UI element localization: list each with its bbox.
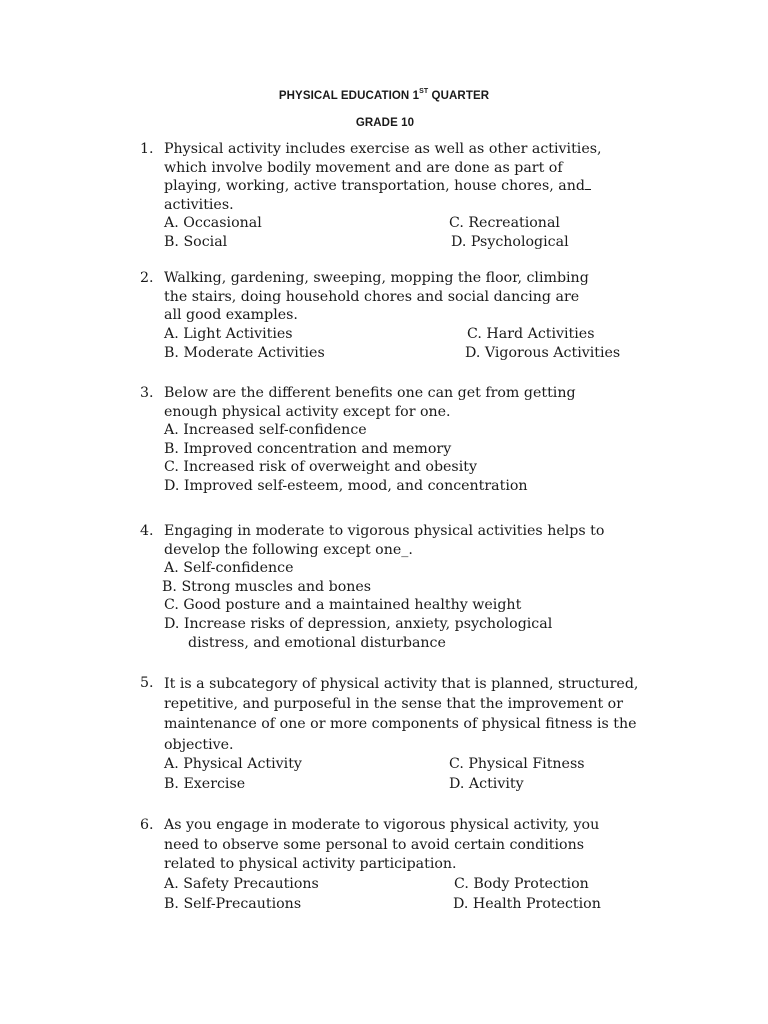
option-c: C. Good posture and a maintained healthy weight bbox=[164, 597, 522, 614]
option-c: C. Physical Fitness bbox=[449, 755, 585, 772]
option-d-continued: distress, and emotional disturbance bbox=[188, 634, 446, 651]
option-d: D. Improved self-esteem, mood, and concentration bbox=[164, 477, 528, 494]
options bbox=[164, 421, 670, 495]
question-number: 3. bbox=[140, 385, 154, 401]
options bbox=[164, 875, 670, 915]
option-a: A. Increased self-confidence bbox=[164, 422, 367, 439]
question-6 bbox=[140, 816, 670, 915]
title-superscript: ST bbox=[419, 88, 429, 95]
question-number: 6. bbox=[140, 817, 154, 833]
answer-blank bbox=[585, 177, 591, 190]
stem-line: As you engage in moderate to vigorous physical activity, you bbox=[164, 817, 600, 833]
question-stem bbox=[164, 674, 670, 755]
option-d: D. Health Protection bbox=[453, 895, 601, 912]
stem-line: the stairs, doing household chores and social dancing are bbox=[164, 288, 580, 305]
stem-line: repetitive, and purposeful in the sense that the improvement or bbox=[164, 696, 624, 713]
question-stem bbox=[164, 816, 670, 875]
stem-line: enough physical activity except for one. bbox=[164, 403, 451, 420]
stem-line: maintenance of one or more components of physical fitness is the bbox=[164, 716, 637, 733]
stem-line: Physical activity includes exercise as well as other activities, bbox=[164, 141, 602, 157]
question-stem bbox=[164, 269, 670, 325]
stem-line-text: playing, working, active transportation, house chores, and bbox=[164, 178, 585, 195]
question-number: 2. bbox=[140, 270, 154, 286]
stem-line: Engaging in moderate to vigorous physical activities helps to bbox=[164, 523, 605, 539]
option-b: B. Moderate Activities bbox=[164, 344, 325, 361]
options bbox=[164, 755, 670, 795]
option-b: B. Strong muscles and bones bbox=[162, 578, 372, 595]
stem-line: develop the following except one_. bbox=[164, 541, 413, 558]
options bbox=[164, 325, 670, 363]
question-3 bbox=[140, 384, 670, 496]
title-main: PHYSICAL EDUCATION 1 bbox=[278, 89, 420, 102]
options bbox=[164, 559, 670, 652]
option-b: B. Self-Precautions bbox=[164, 895, 302, 912]
options bbox=[164, 214, 670, 252]
option-a: A. Light Activities bbox=[164, 325, 293, 342]
grade-label: GRADE 10 bbox=[355, 117, 415, 129]
option-d: D. Activity bbox=[449, 775, 524, 792]
option-c: C. Increased risk of overweight and obesity bbox=[164, 459, 477, 476]
question-stem bbox=[164, 384, 670, 421]
question-5 bbox=[140, 674, 670, 795]
option-b: B. Social bbox=[164, 234, 228, 251]
stem-line: objective. bbox=[164, 736, 234, 753]
question-number: 1. bbox=[140, 141, 154, 157]
stem-line: which involve bodily movement and are done as part of bbox=[164, 159, 563, 176]
option-d: D. Psychological bbox=[451, 234, 569, 251]
option-a: A. Self-confidence bbox=[164, 560, 294, 577]
stem-line: Below are the different benefits one can get from getting bbox=[164, 385, 576, 401]
option-b: B. Improved concentration and memory bbox=[164, 440, 452, 457]
stem-line: Walking, gardening, sweeping, mopping the floor, climbing bbox=[164, 270, 589, 286]
question-1 bbox=[140, 140, 670, 252]
question-number: 4. bbox=[140, 523, 154, 539]
question-stem bbox=[164, 522, 670, 559]
option-c: C. Body Protection bbox=[454, 875, 589, 892]
stem-line: It is a subcategory of physical activity that is planned, structured, bbox=[164, 676, 639, 692]
stem-line bbox=[164, 177, 670, 196]
option-a: A. Safety Precautions bbox=[164, 875, 319, 892]
question-number: 5. bbox=[140, 675, 154, 691]
stem-line: need to observe some personal to avoid certain conditions bbox=[164, 836, 584, 853]
option-a: A. Physical Activity bbox=[164, 755, 302, 772]
question-4 bbox=[140, 522, 670, 652]
question-stem bbox=[164, 140, 670, 214]
stem-line: activities. bbox=[164, 196, 234, 213]
option-c: C. Hard Activities bbox=[467, 325, 595, 342]
option-d: D. Vigorous Activities bbox=[465, 344, 621, 361]
option-b: B. Exercise bbox=[164, 775, 246, 792]
question-2 bbox=[140, 269, 670, 363]
document-title bbox=[0, 89, 768, 102]
option-d: D. Increase risks of depression, anxiety, psychological bbox=[164, 615, 553, 632]
option-a: A. Occasional bbox=[164, 215, 262, 232]
stem-line: all good examples. bbox=[164, 307, 298, 324]
title-end: QUARTER bbox=[428, 89, 490, 102]
stem-line: related to physical activity participation. bbox=[164, 856, 457, 873]
option-c: C. Recreational bbox=[449, 215, 560, 232]
